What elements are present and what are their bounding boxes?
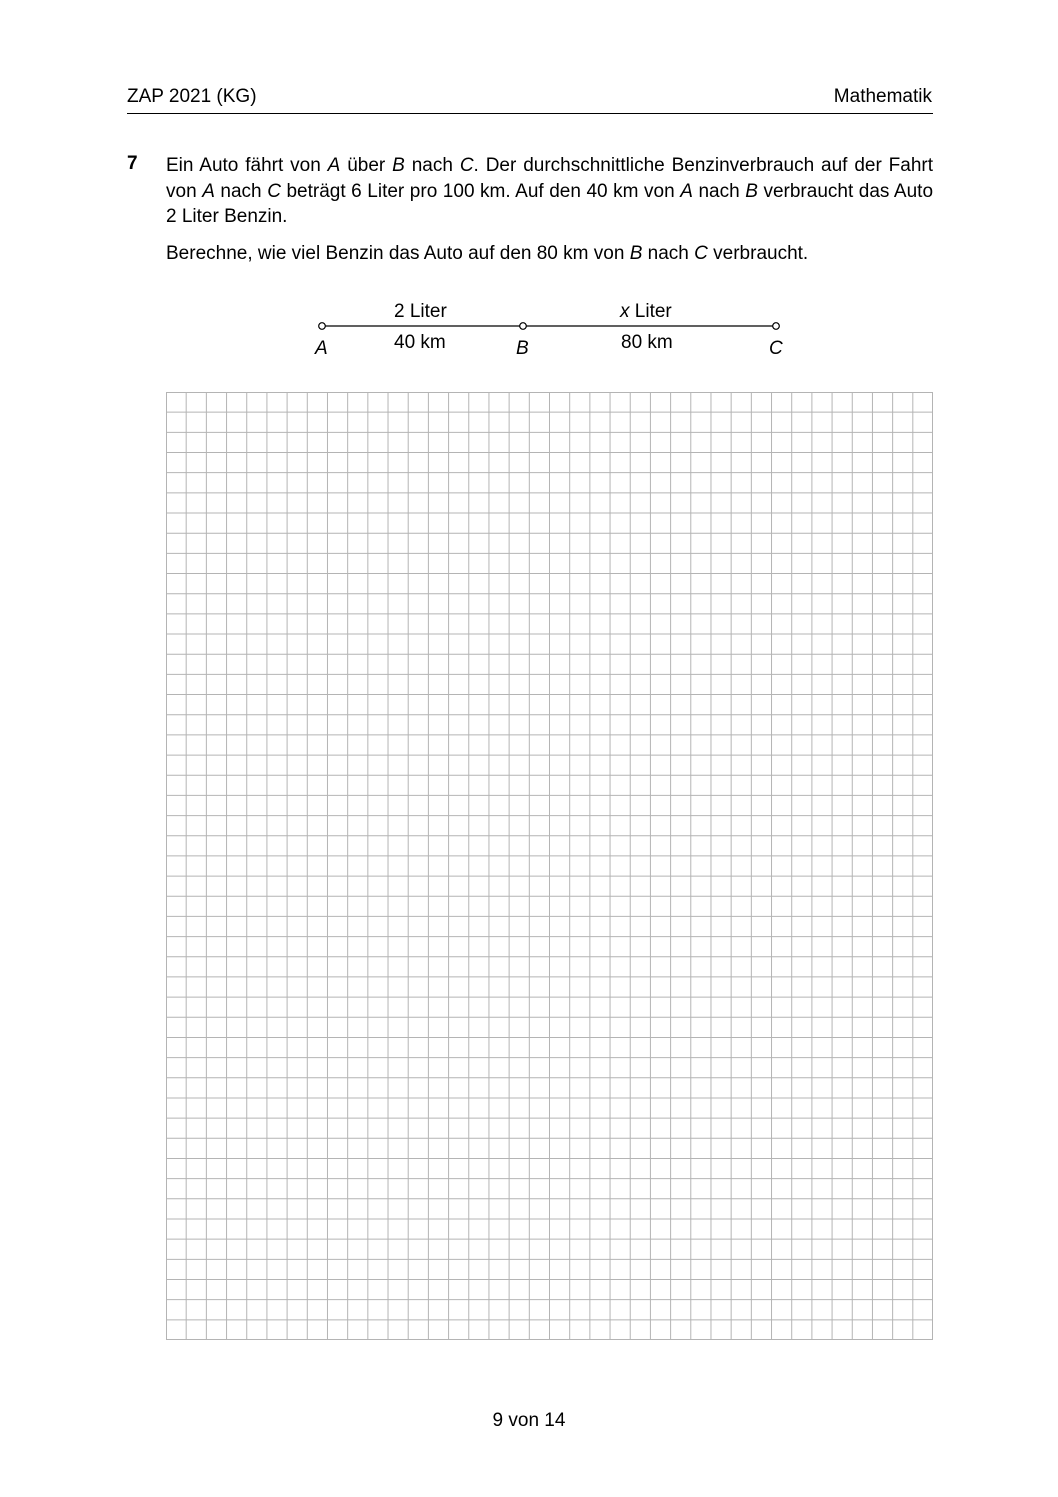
task-text-segment: . Der durchschnittliche Benzinverbrauch auf der Fahrt von — [166, 155, 934, 202]
point-c-marker — [773, 323, 780, 330]
point-label: C — [267, 180, 281, 202]
point-b-label: B — [516, 338, 529, 359]
variable-x: x — [620, 301, 630, 322]
question-text-segment: verbraucht. — [707, 243, 809, 264]
page-number: 9 von 14 — [492, 1410, 566, 1431]
route-line — [300, 295, 800, 370]
segment-bc-fuel — [620, 301, 672, 323]
header-subject: Mathematik — [833, 86, 932, 107]
point-label: C — [694, 243, 708, 264]
task-text-segment: Ein Auto fährt von — [166, 155, 328, 176]
point-label: A — [327, 155, 341, 176]
question-text-segment: Berechne, wie viel Benzin das Auto auf den 80 km von — [166, 243, 630, 264]
point-label: B — [392, 155, 405, 176]
grid-lines — [166, 392, 933, 1340]
task-statement — [166, 153, 933, 230]
point-label: A — [202, 180, 215, 202]
route-diagram — [300, 295, 800, 370]
task-text-segment: nach — [692, 180, 746, 202]
point-label: B — [745, 180, 758, 202]
segment-ab-fuel: 2 Liter — [394, 301, 447, 322]
question-text-segment: nach — [642, 243, 695, 264]
answer-grid[interactable] — [166, 392, 933, 1340]
point-label: C — [459, 155, 474, 176]
point-b-marker — [520, 323, 527, 330]
point-a-marker — [319, 323, 326, 330]
header-exam-title: ZAP 2021 (KG) — [127, 86, 257, 107]
point-c-label: C — [769, 338, 783, 359]
task-text-segment: nach — [214, 180, 268, 202]
fuel-unit: Liter — [629, 301, 672, 322]
task-question — [166, 243, 808, 265]
header-divider — [127, 113, 933, 114]
task-text-segment: verbraucht das Auto 2 Liter Benzin. — [166, 180, 934, 227]
task-text-segment: über — [340, 155, 393, 176]
task-number: 7 — [127, 153, 138, 174]
task-text-segment: nach — [404, 155, 460, 176]
segment-ab-distance: 40 km — [394, 332, 446, 353]
point-a-label: A — [315, 338, 328, 359]
point-label: A — [680, 180, 693, 202]
point-label: B — [629, 243, 643, 264]
task-text-segment: beträgt 6 Liter pro 100 km. Auf den 40 km von — [280, 180, 681, 202]
segment-bc-distance: 80 km — [621, 332, 673, 353]
